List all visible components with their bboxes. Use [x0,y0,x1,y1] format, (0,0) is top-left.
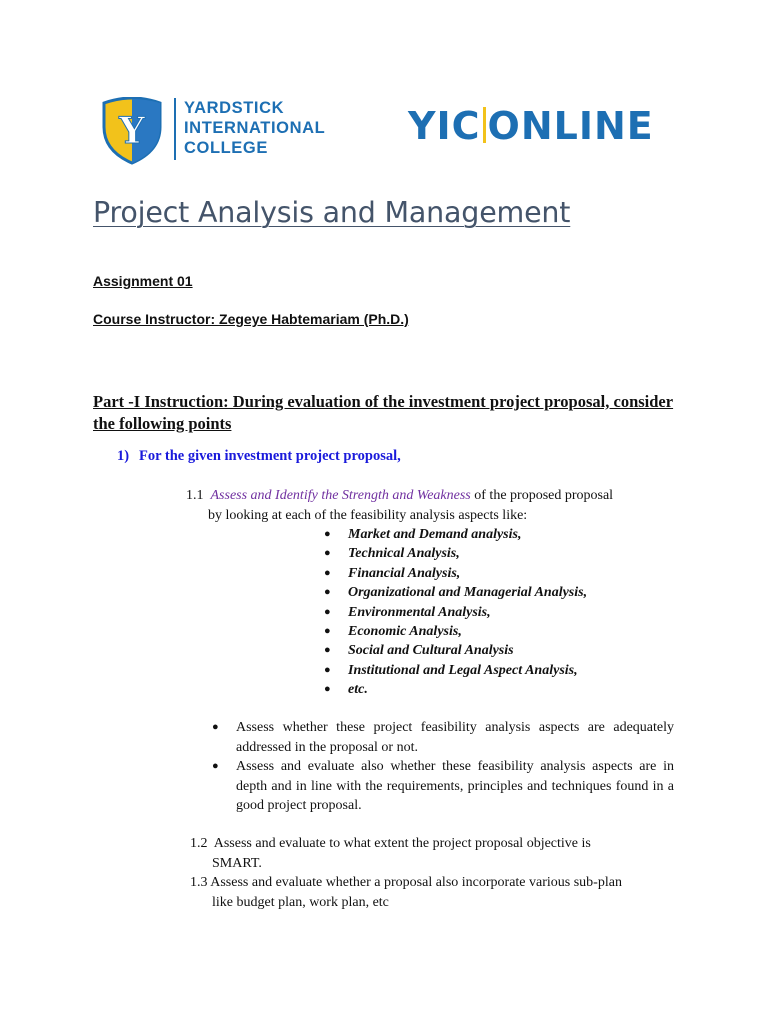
instructor-label: Course Instructor: Zegeye Habtemariam (Ph.D.) [93,311,409,327]
college-name: YARDSTICK INTERNATIONAL COLLEGE [184,99,326,157]
list-item: ● Technical Analysis, [324,544,587,563]
item-1-1: 1.1 Assess and Identify the Strength and Weakness of the proposed proposal by looking at each of the feasibility analysis aspects like: [186,488,614,523]
list-item: ● etc. [324,680,587,699]
page-title: Project Analysis and Management [93,196,571,229]
list-item: ● Social and Cultural Analysis [324,641,587,660]
question-1: 1) For the given investment project proposal, [117,448,401,464]
item-1-2: 1.2 Assess and evaluate to what extent the project proposal objective is SMART. [190,836,591,871]
yic-online-logo: YIC ONLINE [408,104,654,148]
aspects-list [324,525,587,700]
assignment-label: Assignment 01 [93,273,193,289]
list-item: ● Assess whether these project feasibility analysis aspects are adequately addressed in the proposal or not. [210,718,674,757]
logo-divider [174,98,176,160]
list-item: ● Environmental Analysis, [324,603,587,622]
part-heading: Part -I Instruction: During evaluation of the investment project proposal, consider the following points [93,392,674,433]
list-item: ● Assess and evaluate also whether these feasibility analysis aspects are in depth and in line with the requirements, principles and techniques found in a good project proposal. [210,757,674,816]
shield-monogram: Y [119,110,145,152]
college-shield-logo [100,97,164,165]
yic-separator [483,107,486,143]
item-1-1-highlight: Assess and Identify the Strength and Weakness [210,488,471,503]
list-item: ● Organizational and Managerial Analysis, [324,583,587,602]
list-item: ● Market and Demand analysis, [324,525,587,544]
list-item: ● Economic Analysis, [324,622,587,641]
item-1-3: 1.3 Assess and evaluate whether a proposal also incorporate various sub-plan like budget plan, work plan, etc [190,875,622,910]
list-item: ● Institutional and Legal Aspect Analysis, [324,661,587,680]
assess-list [210,718,674,816]
list-item: ● Financial Analysis, [324,564,587,583]
